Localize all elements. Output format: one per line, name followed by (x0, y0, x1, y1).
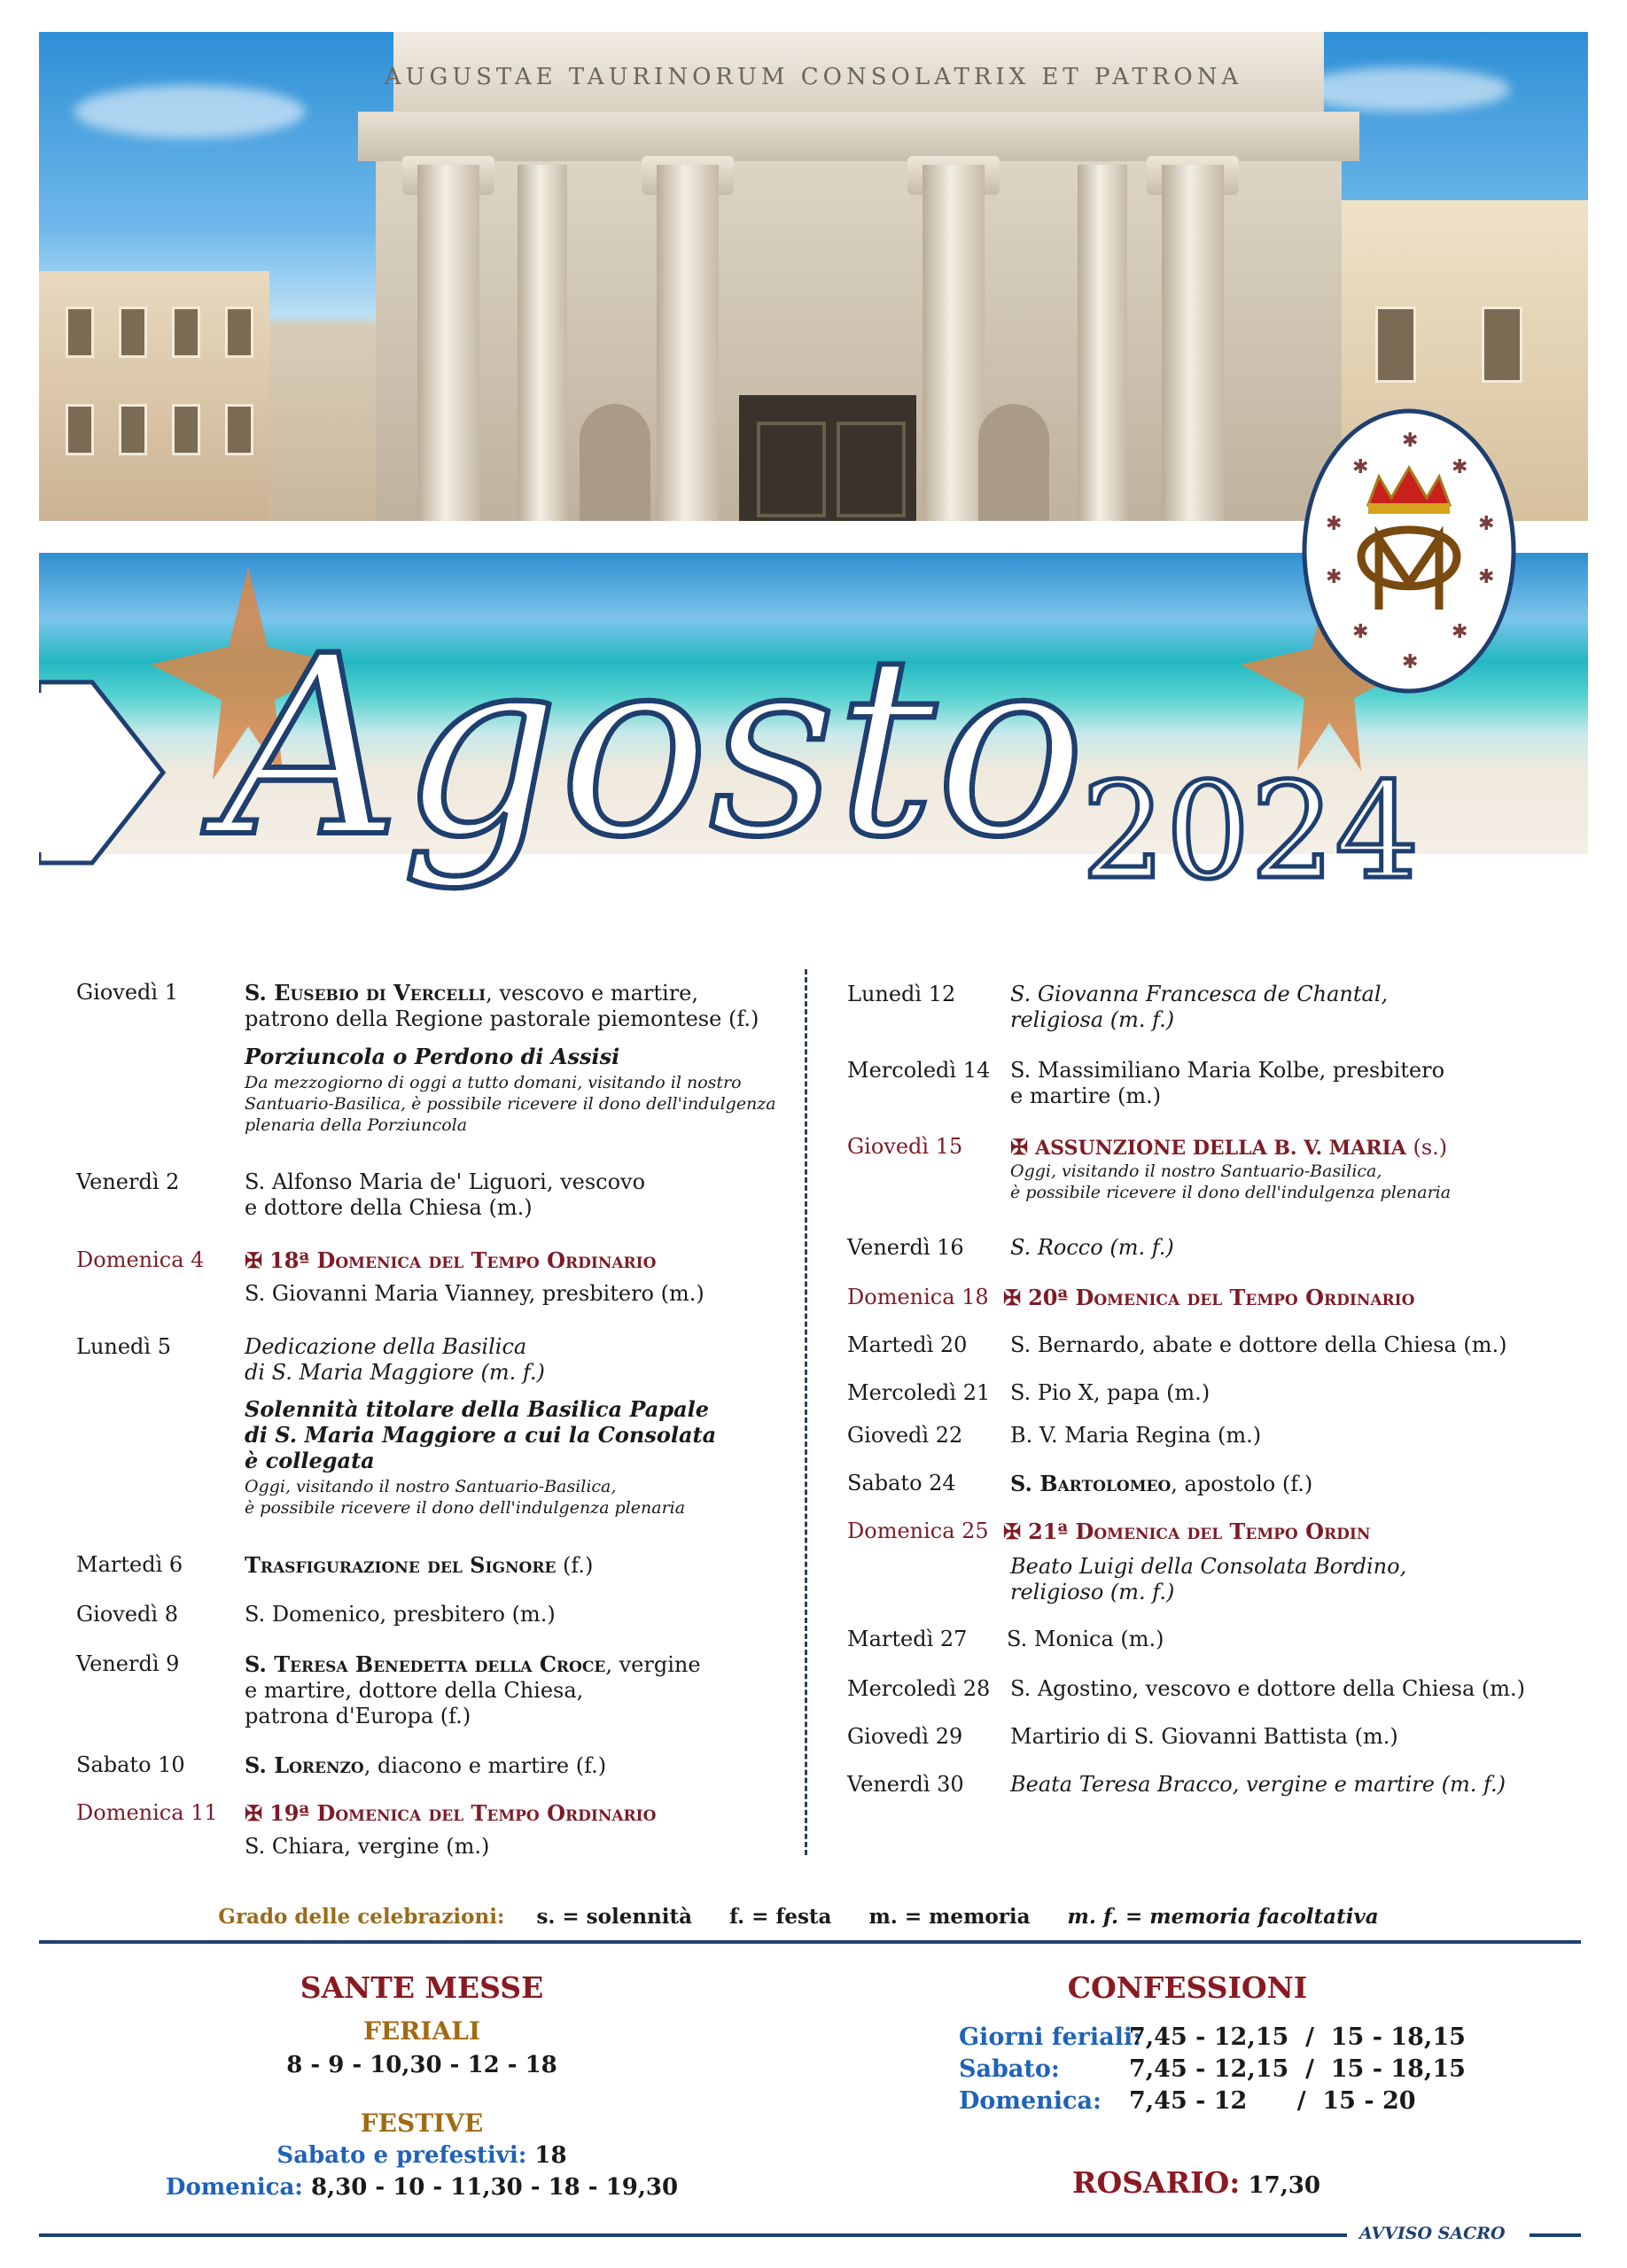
day-label: Giovedì 15 (847, 1134, 963, 1159)
year: 2024 (1081, 755, 1420, 909)
day-label: Lunedì 12 (847, 982, 956, 1006)
day-label: Martedì 27 (847, 1627, 968, 1651)
footer-divider (39, 2233, 1347, 2237)
list-item: Trasfigurazione del Signore (f.) (245, 1552, 594, 1578)
list-item: S. Giovanna Francesca de Chantal, religiosa (m. f.) (1010, 982, 1389, 1032)
consolata-emblem (1299, 406, 1519, 696)
feast-title: Solennità titolare della Basilica Papale di S. Maria Maggiore a cui la Consolata è collegata (245, 1396, 717, 1473)
cross-icon: ✠ (245, 1247, 263, 1273)
list-item: Martirio di S. Giovanni Battista (m.) (1010, 1724, 1398, 1749)
footer-divider (1530, 2233, 1581, 2237)
list-item: ✠ 20ª Domenica del Tempo Ordinario (1003, 1285, 1415, 1310)
list-item: S. Eusebio di Vercelli, vescovo e martire, patrono della Regione pastorale piemontese (f.) (245, 980, 759, 1031)
divider (39, 1940, 1581, 1944)
confession-row: Sabato: 7,45 - 12,15 / 15 - 18,15 (959, 2055, 1466, 2083)
svg-text:✱: ✱ (1326, 566, 1343, 588)
list-item: ✠ 21ª Domenica del Tempo Ordin (1003, 1518, 1371, 1544)
svg-text:✱: ✱ (1452, 621, 1468, 643)
list-item: Beato Luigi della Consolata Bordino, religioso (m. f.) (1010, 1554, 1407, 1604)
statue-right (978, 404, 1049, 521)
svg-text:✱: ✱ (1352, 456, 1369, 478)
svg-text:✱: ✱ (1326, 513, 1343, 535)
masses-title: SANTE MESSE (300, 1970, 544, 2005)
day-label: Giovedì 29 (847, 1724, 963, 1749)
month-name: Agosto (222, 603, 1086, 892)
svg-text:✱: ✱ (1452, 456, 1468, 478)
cross-icon: ✠ (1003, 1285, 1022, 1310)
feast-note: Da mezzogiorno di oggi a tutto domani, visitando il nostro Santuario-Basilica, è possibile ricevere il dono dell'indulgenza plenaria della Porziuncola (245, 1073, 776, 1135)
day-label: Giovedì 1 (76, 980, 178, 1005)
day-label: Martedì 20 (847, 1332, 968, 1357)
confession-row: Giorni feriali:7,45 - 12,15 / 15 - 18,15 (959, 2023, 1466, 2051)
rosary-line: ROSARIO: 17,30 (1072, 2165, 1320, 2200)
cross-icon: ✠ (1010, 1134, 1029, 1160)
cross-icon: ✠ (1003, 1518, 1022, 1544)
list-item: Dedicazione della Basilica di S. Maria Maggiore (m. f.) (245, 1334, 545, 1385)
facade-inscription: AUGUSTAE TAURINORUM CONSOLATRIX ET PATRONA (384, 64, 1243, 90)
domenica-masses-line: Domenica: 8,30 - 10 - 11,30 - 18 - 19,30 (165, 2174, 679, 2201)
feast-note: Oggi, visitando il nostro Santuario-Basilica, è possibile ricevere il dono dell'indulgenza plenaria (1010, 1161, 1452, 1202)
list-item: S. Monica (m.) (1007, 1627, 1164, 1651)
cross-icon: ✠ (245, 1800, 263, 1826)
statue-left (580, 404, 650, 521)
footer-tag: AVVISO SACRO (1359, 2224, 1506, 2243)
list-item: S. Rocco (m. f.) (1010, 1235, 1174, 1260)
day-label: Venerdì 2 (76, 1169, 180, 1194)
list-item: S. Pio X, papa (m.) (1010, 1380, 1211, 1405)
list-item: S. Domenico, presbitero (m.) (245, 1602, 556, 1627)
svg-text:✱: ✱ (1402, 430, 1419, 452)
day-label: Sabato 10 (76, 1752, 185, 1777)
list-item: S. Lorenzo, diacono e martire (f.) (245, 1752, 607, 1778)
day-label: Sabato 24 (847, 1471, 956, 1495)
list-item: ✠ ASSUNZIONE DELLA B. V. MARIA (s.) (1010, 1134, 1448, 1160)
feriali-times: 8 - 9 - 10,30 - 12 - 18 (286, 2052, 557, 2078)
day-label: Domenica 4 (76, 1247, 205, 1272)
legend-memoria-facoltativa: m. f. = memoria facoltativa (1067, 1905, 1379, 1929)
day-label: Martedì 6 (76, 1552, 183, 1577)
list-item: ✠ 18ª Domenica del Tempo Ordinario S. Giovanni Maria Vianney, presbitero (m.) (245, 1247, 705, 1306)
confessions-title: CONFESSIONI (1067, 1970, 1308, 2005)
svg-text:✱: ✱ (1478, 513, 1495, 535)
day-label: Giovedì 8 (76, 1602, 178, 1627)
legend-festa: f. = festa (729, 1905, 832, 1929)
month-title (142, 540, 1489, 921)
day-label: Mercoledì 14 (847, 1058, 991, 1083)
day-label: Mercoledì 28 (847, 1676, 991, 1701)
legend-solennita: s. = solennità (536, 1905, 693, 1929)
day-label: Domenica 18 (847, 1285, 989, 1309)
column-divider (805, 969, 807, 1855)
list-item: S. Bartolomeo, apostolo (f.) (1010, 1471, 1313, 1496)
legend-title: Grado delle celebrazioni: (218, 1905, 505, 1929)
confession-row: Domenica: 7,45 - 12 / 15 - 20 (959, 2087, 1416, 2115)
list-item: S. Massimiliano Maria Kolbe, presbitero e martire (m.) (1010, 1058, 1445, 1108)
sabato-festive-line: Sabato e prefestivi: 18 (276, 2142, 567, 2169)
feriali-label: FERIALI (362, 2016, 481, 2046)
list-item: ✠ 19ª Domenica del Tempo Ordinario S. Chiara, vergine (m.) (245, 1800, 657, 1859)
legend-memoria: m. = memoria (868, 1905, 1031, 1929)
svg-text:✱: ✱ (1352, 621, 1369, 643)
festive-label: FESTIVE (360, 2109, 484, 2138)
day-label: Mercoledì 21 (847, 1380, 991, 1405)
day-label: Venerdì 16 (847, 1235, 964, 1260)
building-left (39, 271, 269, 521)
day-label: Domenica 11 (76, 1800, 218, 1825)
day-label: Giovedì 22 (847, 1423, 963, 1448)
list-item: Beata Teresa Bracco, vergine e martire (m. f.) (1010, 1772, 1506, 1797)
day-label: Domenica 25 (847, 1518, 989, 1543)
list-item: S. Alfonso Maria de' Liguori, vescovo e dottore della Chiesa (m.) (245, 1169, 646, 1220)
day-label: Venerdì 30 (847, 1772, 964, 1797)
feast-note: Oggi, visitando il nostro Santuario-Basilica, è possibile ricevere il dono dell'indulgenza plenaria (245, 1477, 686, 1518)
day-label: Lunedì 5 (76, 1334, 171, 1359)
list-item: B. V. Maria Regina (m.) (1010, 1423, 1262, 1448)
svg-text:✱: ✱ (1478, 566, 1495, 588)
svg-text:✱: ✱ (1402, 651, 1419, 673)
list-item: S. Agostino, vescovo e dottore della Chiesa (m.) (1010, 1676, 1526, 1701)
feast-title: Porziuncola o Perdono di Assisi (245, 1044, 620, 1069)
list-item: S. Teresa Benedetta della Croce, vergine e martire, dottore della Chiesa, patrona d'Europa (f.) (245, 1651, 701, 1728)
day-label: Venerdì 9 (76, 1651, 180, 1676)
celebration-legend (0, 1905, 1627, 1929)
list-item: S. Bernardo, abate e dottore della Chiesa (m.) (1010, 1332, 1507, 1357)
basilica-door (739, 395, 916, 521)
